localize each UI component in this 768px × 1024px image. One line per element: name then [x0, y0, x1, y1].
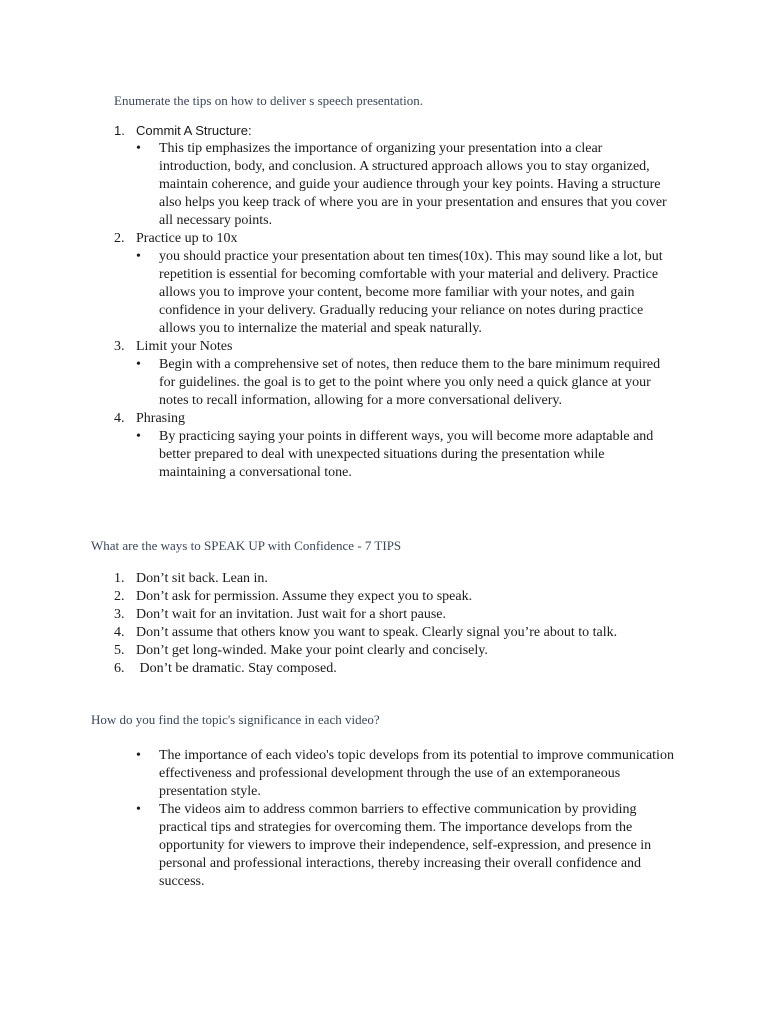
confidence-tip-text: Don’t wait for an invitation. Just wait for a short pause. [136, 607, 447, 622]
significance-bullet [114, 747, 674, 801]
bullet-icon: • [136, 141, 141, 156]
bullet-icon: • [136, 748, 141, 763]
tip-item [114, 122, 674, 230]
tip-bullet-text: By practicing saying your points in different ways, you will become more adaptable and better prepared to deal with unexpected situations during the presentation while maintaining a conversational tone. [159, 429, 654, 480]
bullet-icon: • [136, 802, 141, 817]
confidence-tip-number: 3. [114, 607, 125, 622]
tip-label: Limit your Notes [136, 339, 233, 354]
tip-bullet-text: Begin with a comprehensive set of notes, then reduce them to the bare minimum required for guidelines. the goal is to get to the point where you only need a quick glance at your notes to recall information, allowing for a more conversational delivery. [159, 357, 661, 408]
bullet-icon: • [136, 429, 141, 444]
tip-bullets [114, 140, 674, 230]
tip-bullet [114, 356, 674, 410]
tip-bullet-text: This tip emphasizes the importance of organizing your presentation into a clear introduction, body, and conclusion. A structured approach allows you to stay organized, maintain coherence, and guide your audience through your key points. Having a structure also helps you keep track of where you are in your presentation and ensures that you cover all necessary points. [159, 141, 667, 228]
tip-number: 4. [114, 411, 125, 426]
tip-bullet-text: you should practice your presentation about ten times(10x). This may sound like a lot, but repetition is essential for becoming comfortable with your material and delivery. Practice allows you to improve your content, become more familiar with your notes, and gain confidence in your delivery. Gradually reducing your reliance on notes during practice allows you to internalize the material and speak naturally. [159, 249, 663, 336]
confidence-tip [114, 588, 674, 606]
tip-item [114, 230, 674, 338]
confidence-tip-number: 5. [114, 643, 125, 658]
significance-bullet [114, 801, 674, 891]
section2-heading: What are the ways to SPEAK UP with Confidence - 7 TIPS [91, 538, 402, 553]
tip-bullet [114, 140, 674, 230]
tip-item [114, 410, 674, 482]
confidence-tip-number: 2. [114, 589, 125, 604]
confidence-tip-number: 4. [114, 625, 125, 640]
tip-number: 3. [114, 339, 125, 354]
tip-label: Practice up to 10x [136, 231, 238, 246]
tip-label: Commit A Structure: [136, 123, 252, 138]
confidence-tips-list [114, 570, 674, 678]
tips-list [114, 122, 674, 482]
confidence-tip-text: Don’t assume that others know you want to speak. Clearly signal you’re about to talk. [136, 625, 618, 640]
tip-bullet [114, 428, 674, 482]
confidence-tip [114, 660, 674, 678]
tip-bullet [114, 248, 674, 338]
confidence-tip-number: 1. [114, 571, 125, 586]
section3-heading: How do you find the topic's significance in each video? [91, 712, 380, 727]
tip-bullets [114, 356, 674, 410]
tip-bullets [114, 248, 674, 338]
bullet-icon: • [136, 249, 141, 264]
confidence-tip [114, 570, 674, 588]
tip-number: 2. [114, 231, 125, 246]
confidence-tip-text: Don’t sit back. Lean in. [136, 571, 268, 586]
section1-heading: Enumerate the tips on how to deliver s speech presentation. [114, 93, 424, 108]
confidence-tip-text: Don’t ask for permission. Assume they expect you to speak. [136, 589, 473, 604]
significance-text: The importance of each video's topic develops from its potential to improve communication effectiveness and professional development through the use of an extemporaneous presentation style. [159, 748, 674, 799]
tip-item [114, 338, 674, 410]
confidence-tip [114, 642, 674, 660]
significance-list [114, 747, 674, 891]
confidence-tip [114, 624, 674, 642]
tip-bullets [114, 428, 674, 482]
confidence-tip-number: 6. [114, 661, 125, 676]
tip-number: 1. [114, 123, 125, 138]
bullet-icon: • [136, 357, 141, 372]
tip-label: Phrasing [136, 411, 185, 426]
significance-text: The videos aim to address common barriers to effective communication by providing practical tips and strategies for overcoming them. The importance develops from the opportunity for viewers to improve their independence, self-expression, and presence in personal and professional interactions, thereby increasing their overall confidence and success. [159, 802, 652, 889]
confidence-tip-text: Don’t be dramatic. Stay composed. [136, 661, 337, 676]
confidence-tip-text: Don’t get long-winded. Make your point clearly and concisely. [136, 643, 488, 658]
confidence-tip [114, 606, 674, 624]
